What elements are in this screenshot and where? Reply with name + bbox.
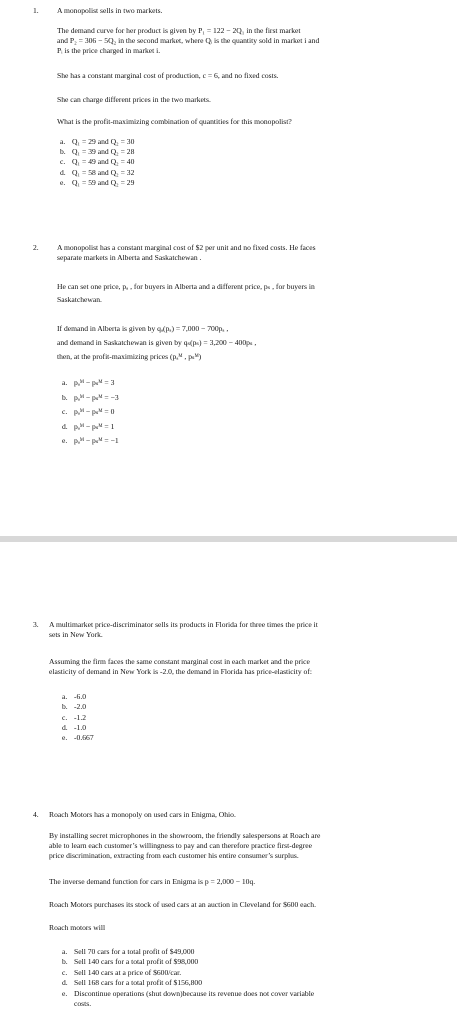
option-text: Sell 140 cars at a price of $600/car. xyxy=(74,967,182,977)
option-text: pₐᴹ − pₛᴹ = 3 xyxy=(74,378,115,387)
page-separator xyxy=(0,536,457,542)
option-letter: b. xyxy=(62,392,68,402)
option-c[interactable] xyxy=(60,157,134,167)
option-letter: a. xyxy=(62,692,68,701)
option-letter: b. xyxy=(62,702,68,712)
question-3-options xyxy=(62,692,94,743)
option-letter: e. xyxy=(62,988,68,998)
option-b[interactable] xyxy=(62,393,119,408)
question-4-number: 4. xyxy=(33,810,39,819)
question-1-number: 1. xyxy=(33,6,39,15)
option-b[interactable] xyxy=(60,147,134,157)
option-letter: a. xyxy=(60,137,66,146)
option-a[interactable] xyxy=(62,947,314,957)
option-e-continuation xyxy=(62,999,314,1009)
option-letter: e. xyxy=(62,436,68,445)
option-text: costs. xyxy=(74,998,92,1008)
option-e[interactable] xyxy=(60,178,134,188)
option-e[interactable] xyxy=(62,436,119,451)
option-e[interactable] xyxy=(62,733,94,743)
option-c[interactable] xyxy=(62,713,94,723)
question-4-demand: The inverse demand function for cars in Enigma is p = 2,000 − 10q. xyxy=(49,877,256,886)
option-letter: c. xyxy=(62,712,68,722)
option-letter: c. xyxy=(62,967,68,977)
question-2-demand-line-2: and demand in Saskatchewan is given by qₛ(pₛ) = 3,200 − 400pₛ , xyxy=(57,338,257,347)
option-d[interactable] xyxy=(62,723,94,733)
question-2-prices-line-1: He can set one price, pₐ , for buyers in Alberta and a different price, pₛ , for buyers in xyxy=(57,282,315,291)
option-text: Sell 70 cars for a total profit of $49,000 xyxy=(74,947,195,956)
option-text: pₐᴹ − pₛᴹ = 0 xyxy=(74,407,115,416)
option-text: pₐᴹ − pₛᴹ = 1 xyxy=(74,421,115,431)
question-4-title: Roach Motors has a monopoly on used cars in Enigma, Ohio. xyxy=(49,810,236,819)
question-3-body-line-1: Assuming the firm faces the same constant marginal cost in each market and the price xyxy=(49,657,310,666)
option-b[interactable] xyxy=(62,702,94,712)
question-4-body-line-3: price discrimination, extracting from each customer his entire consumer’s surplus. xyxy=(49,851,299,860)
question-3-intro-line-1: A multimarket price-discriminator sells its products in Florida for three times the price it xyxy=(49,620,318,629)
option-d[interactable] xyxy=(62,422,119,437)
question-1-demand-line-1: The demand curve for her product is given by P₁ = 122 − 2Q₁ in the first market xyxy=(57,26,301,35)
option-a[interactable] xyxy=(62,692,94,702)
question-1-charge: She can charge different prices in the two markets. xyxy=(57,95,211,104)
option-letter: d. xyxy=(60,167,66,177)
option-c[interactable] xyxy=(62,407,119,422)
question-1-question: What is the profit-maximizing combination of quantities for this monopolist? xyxy=(57,117,292,126)
option-d[interactable] xyxy=(62,978,314,988)
question-1-title: A monopolist sells in two markets. xyxy=(57,6,163,15)
option-text: pₐᴹ − pₛᴹ = −3 xyxy=(74,392,119,402)
option-text: Q₁ = 59 and Q₂ = 29 xyxy=(72,177,135,187)
question-1-demand-line-2: and P₂ = 306 − 5Q₂ in the second market, where Qᵢ is the quantity sold in market i and xyxy=(57,36,320,45)
option-text: Q₁ = 58 and Q₂ = 32 xyxy=(72,167,135,177)
question-2-intro-line-2: separate markets in Alberta and Saskatchewan . xyxy=(57,253,202,262)
option-text: -2.0 xyxy=(74,702,87,712)
option-text: -0.667 xyxy=(74,733,94,743)
option-letter: c. xyxy=(62,407,68,416)
question-4-options xyxy=(62,947,314,1009)
question-4-body-line-2: able to learn each customer’s willingness to pay and can therefore practice first-degree xyxy=(49,841,312,850)
question-1-options xyxy=(60,137,134,188)
option-letter: d. xyxy=(62,978,68,988)
question-2-prices-line-2: Saskatchewan. xyxy=(57,295,102,304)
question-3-body-line-2: elasticity of demand in New York is -2.0, the demand in Florida has price-elasticity of: xyxy=(49,667,312,676)
option-c[interactable] xyxy=(62,968,314,978)
question-2-demand-line-3: then, at the profit-maximizing prices (pₐᴹ , pₛᴹ) xyxy=(57,352,202,361)
question-4-will: Roach motors will xyxy=(49,923,106,932)
question-1-cost: She has a constant marginal cost of production, c = 6, and no fixed costs. xyxy=(57,71,279,80)
option-text: Discontinue operations (shut down)because its revenue does not cover variable xyxy=(74,988,315,998)
option-a[interactable] xyxy=(60,137,134,147)
option-text: Sell 168 cars for a total profit of $156,800 xyxy=(74,978,203,988)
question-3-intro-line-2: sets in New York. xyxy=(49,630,103,639)
option-b[interactable] xyxy=(62,957,314,967)
option-letter: a. xyxy=(62,947,68,956)
option-letter: b. xyxy=(62,957,68,967)
option-letter: e. xyxy=(60,177,66,187)
option-text: pₐᴹ − pₛᴹ = −1 xyxy=(74,436,119,445)
question-2-demand-line-1: If demand in Alberta is given by qₐ(pₐ) = 7,000 − 700pₐ , xyxy=(57,324,229,333)
option-text: Sell 140 cars for a total profit of $98,000 xyxy=(74,957,199,967)
option-e[interactable] xyxy=(62,989,314,999)
question-2-options xyxy=(62,378,119,451)
option-letter: a. xyxy=(62,378,68,387)
option-text: -1.2 xyxy=(74,712,87,722)
question-3-number: 3. xyxy=(33,620,39,629)
option-letter: e. xyxy=(62,733,68,743)
option-letter: d. xyxy=(62,421,68,431)
option-text: -1.0 xyxy=(74,722,87,732)
question-2-number: 2. xyxy=(33,243,39,252)
question-1-demand-line-3: Pᵢ is the price charged in market i. xyxy=(57,46,161,55)
option-a[interactable] xyxy=(62,378,119,393)
option-text: Q₁ = 39 and Q₂ = 28 xyxy=(72,147,135,157)
option-text: -6.0 xyxy=(74,692,87,701)
question-4-purchase: Roach Motors purchases its stock of used cars at an auction in Cleveland for $600 each. xyxy=(49,900,316,909)
option-d[interactable] xyxy=(60,168,134,178)
option-text: Q₁ = 29 and Q₂ = 30 xyxy=(72,137,135,146)
question-4-body-line-1: By installing secret microphones in the showroom, the friendly salespersons at Roach are xyxy=(49,831,321,840)
option-letter: c. xyxy=(60,157,66,167)
option-letter: b. xyxy=(60,147,66,157)
option-letter: d. xyxy=(62,722,68,732)
question-2-intro-line-1: A monopolist has a constant marginal cost of $2 per unit and no fixed costs. He faces xyxy=(57,243,316,252)
option-text: Q₁ = 49 and Q₂ = 40 xyxy=(72,157,135,167)
